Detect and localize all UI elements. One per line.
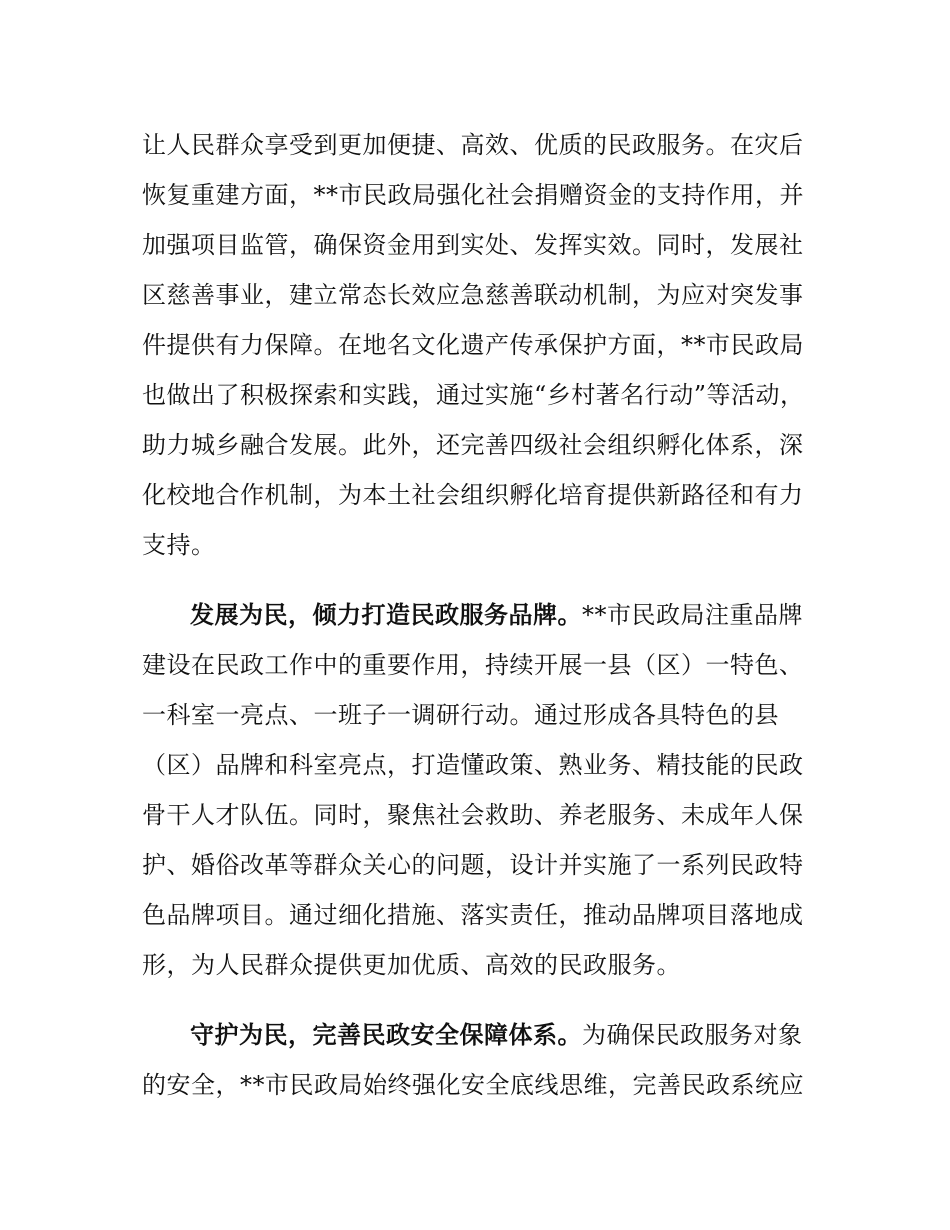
text-run: 为确保民政服务对象 bbox=[582, 1021, 803, 1049]
text-line: 骨干人才队伍。同时，聚焦社会救助、养老服务、未成年人保 bbox=[142, 801, 804, 829]
text-line: 让人民群众享受到更加便捷、高效、优质的民政服务。在灾后 bbox=[142, 131, 804, 159]
paragraph-gap bbox=[142, 990, 826, 1010]
text-line: 色品牌项目。通过细化措施、落实责任，推动品牌项目落地成 bbox=[142, 901, 804, 929]
text-line-with-heading bbox=[142, 1010, 826, 1060]
document-page bbox=[142, 120, 826, 1110]
text-line: 护、婚俗改革等群众关心的问题，设计并实施了一系列民政特 bbox=[142, 851, 804, 879]
text-line: 建设在民政工作中的重要作用，持续开展一县（区）一特色、 bbox=[142, 651, 804, 679]
paragraph-service-brand bbox=[142, 590, 826, 990]
paragraph-disaster-recovery bbox=[142, 120, 826, 570]
text-run: **市民政局注重品牌 bbox=[582, 601, 803, 629]
text-line: 形，为人民群众提供更加优质、高效的民政服务。 bbox=[142, 951, 681, 979]
text-line: 的安全，**市民政局始终强化安全底线思维，完善民政系统应 bbox=[142, 1071, 804, 1099]
paragraph-safety-system bbox=[142, 1010, 826, 1110]
text-line-with-heading bbox=[142, 590, 826, 640]
text-line: 化校地合作机制，为本土社会组织孵化培育提供新路径和有力 bbox=[142, 481, 804, 509]
text-line: 区慈善事业，建立常态长效应急慈善联动机制，为应对突发事 bbox=[142, 281, 804, 309]
text-line: 支持。 bbox=[142, 531, 216, 559]
text-line: （区）品牌和科室亮点，打造懂政策、熟业务、精技能的民政 bbox=[142, 751, 804, 779]
text-line: 件提供有力保障。在地名文化遗产传承保护方面，**市民政局 bbox=[142, 331, 804, 359]
text-line: 加强项目监管，确保资金用到实处、发挥实效。同时，发展社 bbox=[142, 231, 804, 259]
text-line: 恢复重建方面，**市民政局强化社会捐赠资金的支持作用，并 bbox=[142, 181, 804, 209]
text-line: 一科室一亮点、一班子一调研行动。通过形成各具特色的县 bbox=[142, 701, 779, 729]
paragraph-heading: 守护为民，完善民政安全保障体系。 bbox=[190, 1020, 582, 1049]
paragraph-gap bbox=[142, 570, 826, 590]
paragraph-heading: 发展为民，倾力打造民政服务品牌。 bbox=[190, 600, 582, 629]
text-line: 也做出了积极探索和实践，通过实施“乡村著名行动”等活动， bbox=[142, 381, 805, 409]
text-line: 助力城乡融合发展。此外，还完善四级社会组织孵化体系，深 bbox=[142, 431, 804, 459]
